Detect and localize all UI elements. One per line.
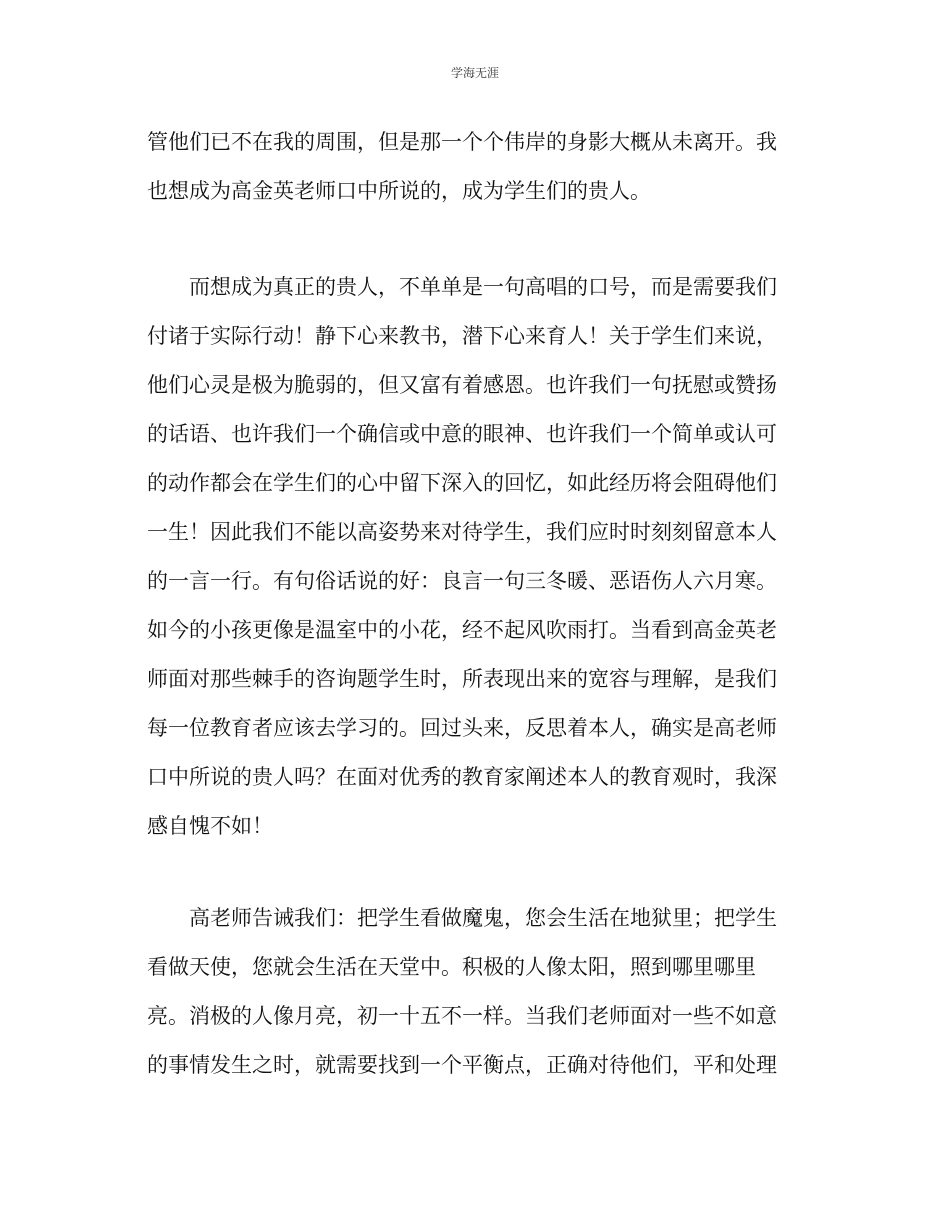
text-line: 看做天使，您就会生活在天堂中。积极的人像太阳，照到哪里哪里: [147, 955, 756, 979]
page-header: 学海无涯: [450, 66, 499, 80]
text-line: 他们心灵是极为脆弱的，但又富有着感恩。也许我们一句抚慰或赞扬: [147, 373, 777, 397]
text-line: 一生！因此我们不能以高姿势来对待学生，我们应时时刻刻留意本人: [147, 520, 777, 544]
text-line: 也想成为高金英老师口中所说的，成为学生们的贵人。: [147, 179, 651, 203]
text-line: 亮。消极的人像月亮，初一十五不一样。当我们老师面对一些不如意: [147, 1004, 777, 1028]
text-line: 的话语、也许我们一个确信或中意的眼神、也许我们一个简单或认可: [147, 422, 777, 446]
paragraph-3: [147, 894, 807, 1090]
text-line: 感自愧不如！: [147, 814, 273, 838]
text-line: 而想成为真正的贵人，不单单是一句高唱的口号，而是需要我们: [189, 275, 777, 299]
text-line: 管他们已不在我的周围，但是那一个个伟岸的身影大概从未离开。我: [147, 130, 777, 154]
text-line: 的一言一行。有句俗话说的好：良言一句三冬暖、恶语伤人六月寒。: [147, 569, 777, 593]
text-line: 付诸于实际行动！静下心来教书，潜下心来育人！关于学生们来说，: [147, 324, 777, 348]
text-line: 每一位教育者应该去学习的。回过头来，反思着本人，确实是高老师: [147, 716, 777, 740]
text-line: 如今的小孩更像是温室中的小花，经不起风吹雨打。当看到高金英老: [147, 618, 777, 642]
paragraph-2: [147, 263, 807, 851]
text-line: 高老师告诫我们：把学生看做魔鬼，您会生活在地狱里；把学生: [189, 906, 777, 930]
text-line: 口中所说的贵人吗？在面对优秀的教育家阐述本人的教育观时，我深: [147, 765, 777, 789]
text-line: 的动作都会在学生们的心中留下深入的回忆，如此经历将会阻碍他们: [147, 471, 777, 495]
paragraph-1: [147, 118, 807, 216]
text-line: 的事情发生之时，就需要找到一个平衡点，正确对待他们，平和处理: [147, 1053, 777, 1077]
text-line: 师面对那些棘手的咨询题学生时，所表现出来的宽容与理解，是我们: [147, 667, 777, 691]
